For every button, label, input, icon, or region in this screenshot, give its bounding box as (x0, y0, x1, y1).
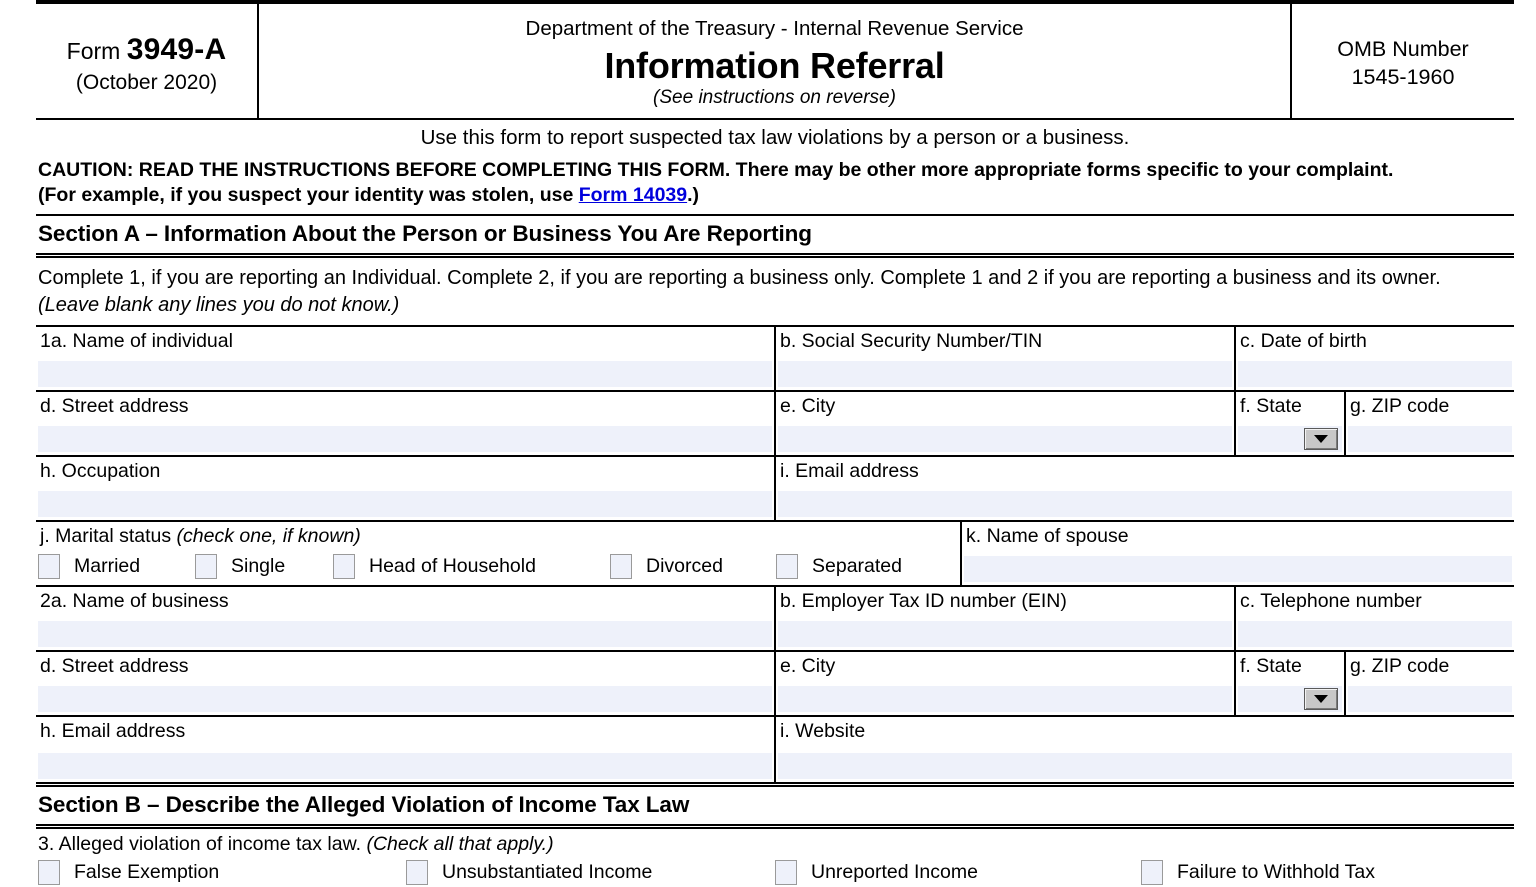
field-state-individual (1236, 392, 1346, 455)
checkbox-separated[interactable] (776, 551, 902, 581)
checkbox-false-exemption[interactable] (38, 857, 219, 887)
section-a-instructions-line-2: (Leave blank any lines you do not know.) (38, 293, 400, 316)
field-label: h. Occupation (40, 460, 161, 483)
form-identity-block (36, 4, 259, 118)
name-of-individual-input[interactable] (38, 361, 772, 387)
checkbox-box[interactable] (406, 860, 428, 885)
marital-status-text: j. Marital status (40, 525, 177, 548)
table-row (36, 717, 1514, 782)
date-of-birth-input[interactable] (1238, 361, 1512, 387)
field-label: f. State (1240, 655, 1302, 678)
field-label (40, 525, 960, 547)
field-label: i. Website (780, 720, 866, 743)
caution-line-1: CAUTION: READ THE INSTRUCTIONS BEFORE COMPLETING THIS FORM. There may be other more appropriate forms specific to your complaint. (38, 159, 1394, 181)
field-date-of-birth (1236, 327, 1514, 390)
marital-status-hint: (check one, if known) (176, 525, 361, 548)
website-input[interactable] (778, 753, 1512, 779)
field-name-of-business (36, 587, 776, 650)
form-title-block (259, 4, 1292, 118)
item-3-text: 3. Alleged violation of income tax law. (38, 833, 367, 856)
checkbox-label: False Exemption (74, 860, 220, 883)
checkbox-box[interactable] (195, 554, 217, 579)
checkbox-married[interactable] (38, 551, 140, 581)
email-business-input[interactable] (38, 753, 772, 779)
caution-line-2-pre: (For example, if you suspect your identity was stolen, use (38, 183, 579, 206)
field-label: g. ZIP code (1350, 395, 1450, 418)
table-row (36, 327, 1514, 392)
ssn-tin-input[interactable] (778, 361, 1232, 387)
occupation-input[interactable] (38, 491, 772, 517)
checkbox-label: Unsubstantiated Income (442, 860, 653, 883)
checkbox-label: Married (74, 554, 141, 577)
field-state-business (1236, 652, 1346, 715)
checkbox-label: Divorced (646, 554, 723, 577)
item-3-hint: (Check all that apply.) (366, 833, 554, 856)
field-label: e. City (780, 395, 836, 418)
checkbox-unsubstantiated-income[interactable] (406, 857, 652, 887)
telephone-number-input[interactable] (1238, 621, 1512, 647)
caution-block (36, 152, 1514, 214)
field-label: d. Street address (40, 655, 189, 678)
field-ein (776, 587, 1236, 650)
field-occupation (36, 457, 776, 520)
field-label: c. Telephone number (1240, 590, 1422, 613)
marital-status-options (36, 551, 960, 581)
field-label: b. Social Security Number/TIN (780, 330, 1043, 353)
field-marital-status (36, 522, 962, 585)
field-street-address-business (36, 652, 776, 715)
section-a-instructions-line-1: Complete 1, if you are reporting an Individual. Complete 2, if you are reporting a business only. Complete 1 and 2 if you are reporting a business and its owner. (38, 266, 1441, 289)
table-row (36, 392, 1514, 457)
ein-input[interactable] (778, 621, 1232, 647)
checkbox-box[interactable] (610, 554, 632, 579)
form-number: 3949-A (126, 32, 227, 66)
checkbox-label: Separated (812, 554, 902, 577)
section-a-grid (36, 327, 1514, 782)
checkbox-box[interactable] (776, 554, 798, 579)
triangle-glyph (1314, 695, 1328, 703)
form-header (36, 4, 1514, 118)
zip-business-input[interactable] (1348, 686, 1512, 712)
form-revision-date: (October 2020) (75, 71, 218, 95)
department-line: Department of the Treasury - Internal Revenue Service (525, 17, 1024, 40)
form-14039-link[interactable]: Form 14039 (578, 183, 688, 206)
table-row (36, 522, 1514, 587)
field-label: h. Email address (40, 720, 186, 743)
checkbox-failure-to-withhold-tax[interactable] (1141, 857, 1375, 887)
city-individual-input[interactable] (778, 426, 1232, 452)
name-of-business-input[interactable] (38, 621, 772, 647)
checkbox-divorced[interactable] (610, 551, 723, 581)
field-email-individual (776, 457, 1514, 520)
name-of-spouse-input[interactable] (964, 556, 1512, 582)
field-city-individual (776, 392, 1236, 455)
form-number-line (67, 33, 227, 68)
field-label: 2a. Name of business (40, 590, 229, 613)
city-business-input[interactable] (778, 686, 1232, 712)
field-label: e. City (780, 655, 836, 678)
title-subtitle: (See instructions on reverse) (653, 86, 896, 108)
caution-line-2-post: .) (687, 183, 700, 206)
field-zip-business (1346, 652, 1514, 715)
chevron-down-icon[interactable] (1304, 688, 1338, 710)
field-label: d. Street address (40, 395, 189, 418)
section-b-heading: Section B – Describe the Alleged Violation of Income Tax Law (38, 792, 690, 818)
checkbox-unreported-income[interactable] (775, 857, 978, 887)
field-email-business (36, 717, 776, 782)
violation-checklist (36, 829, 1514, 887)
caution-line-2 (38, 183, 1514, 208)
omb-block (1292, 4, 1514, 118)
email-individual-input[interactable] (778, 491, 1512, 517)
checkbox-single[interactable] (195, 551, 285, 581)
violation-options (36, 857, 1514, 887)
table-row (36, 652, 1514, 717)
table-row (36, 587, 1514, 652)
field-zip-individual (1346, 392, 1514, 455)
field-label: g. ZIP code (1350, 655, 1450, 678)
field-label: b. Employer Tax ID number (EIN) (780, 590, 1067, 613)
checkbox-label: Unreported Income (811, 860, 978, 883)
checkbox-box[interactable] (38, 860, 60, 885)
section-a-heading: Section A – Information About the Person or Business You Are Reporting (38, 220, 812, 246)
form-sheet (36, 0, 1514, 887)
use-instruction-line: Use this form to report suspected tax law violations by a person or a business. (420, 126, 1130, 149)
field-label: c. Date of birth (1240, 330, 1367, 353)
form-word-label: Form (66, 37, 121, 64)
field-website (776, 717, 1514, 782)
field-label: i. Email address (780, 460, 919, 483)
checkbox-box[interactable] (775, 860, 797, 885)
omb-number: 1545-1960 (1351, 65, 1455, 89)
field-name-of-individual (36, 327, 776, 390)
checkbox-label: Single (231, 554, 286, 577)
page-title: Information Referral (604, 44, 945, 86)
zip-individual-input[interactable] (1348, 426, 1512, 452)
field-ssn-tin (776, 327, 1236, 390)
checkbox-label: Head of Household (369, 554, 536, 577)
street-address-business-input[interactable] (38, 686, 772, 712)
checkbox-head-of-household[interactable] (333, 551, 536, 581)
field-label: k. Name of spouse (966, 525, 1129, 548)
triangle-glyph (1314, 435, 1328, 443)
checkbox-label: Failure to Withhold Tax (1177, 860, 1375, 883)
chevron-down-icon[interactable] (1304, 428, 1338, 450)
field-label: 1a. Name of individual (40, 330, 233, 353)
checkbox-box[interactable] (333, 554, 355, 579)
checkbox-box[interactable] (38, 554, 60, 579)
section-a-instructions (36, 258, 1514, 325)
omb-label: OMB Number (1337, 37, 1469, 62)
field-city-business (776, 652, 1236, 715)
table-row (36, 457, 1514, 522)
field-name-of-spouse (962, 522, 1514, 585)
item-3-label (36, 829, 1514, 856)
field-label: f. State (1240, 395, 1302, 418)
street-address-individual-input[interactable] (38, 426, 772, 452)
field-street-address-individual (36, 392, 776, 455)
checkbox-box[interactable] (1141, 860, 1163, 885)
field-telephone-number (1236, 587, 1514, 650)
